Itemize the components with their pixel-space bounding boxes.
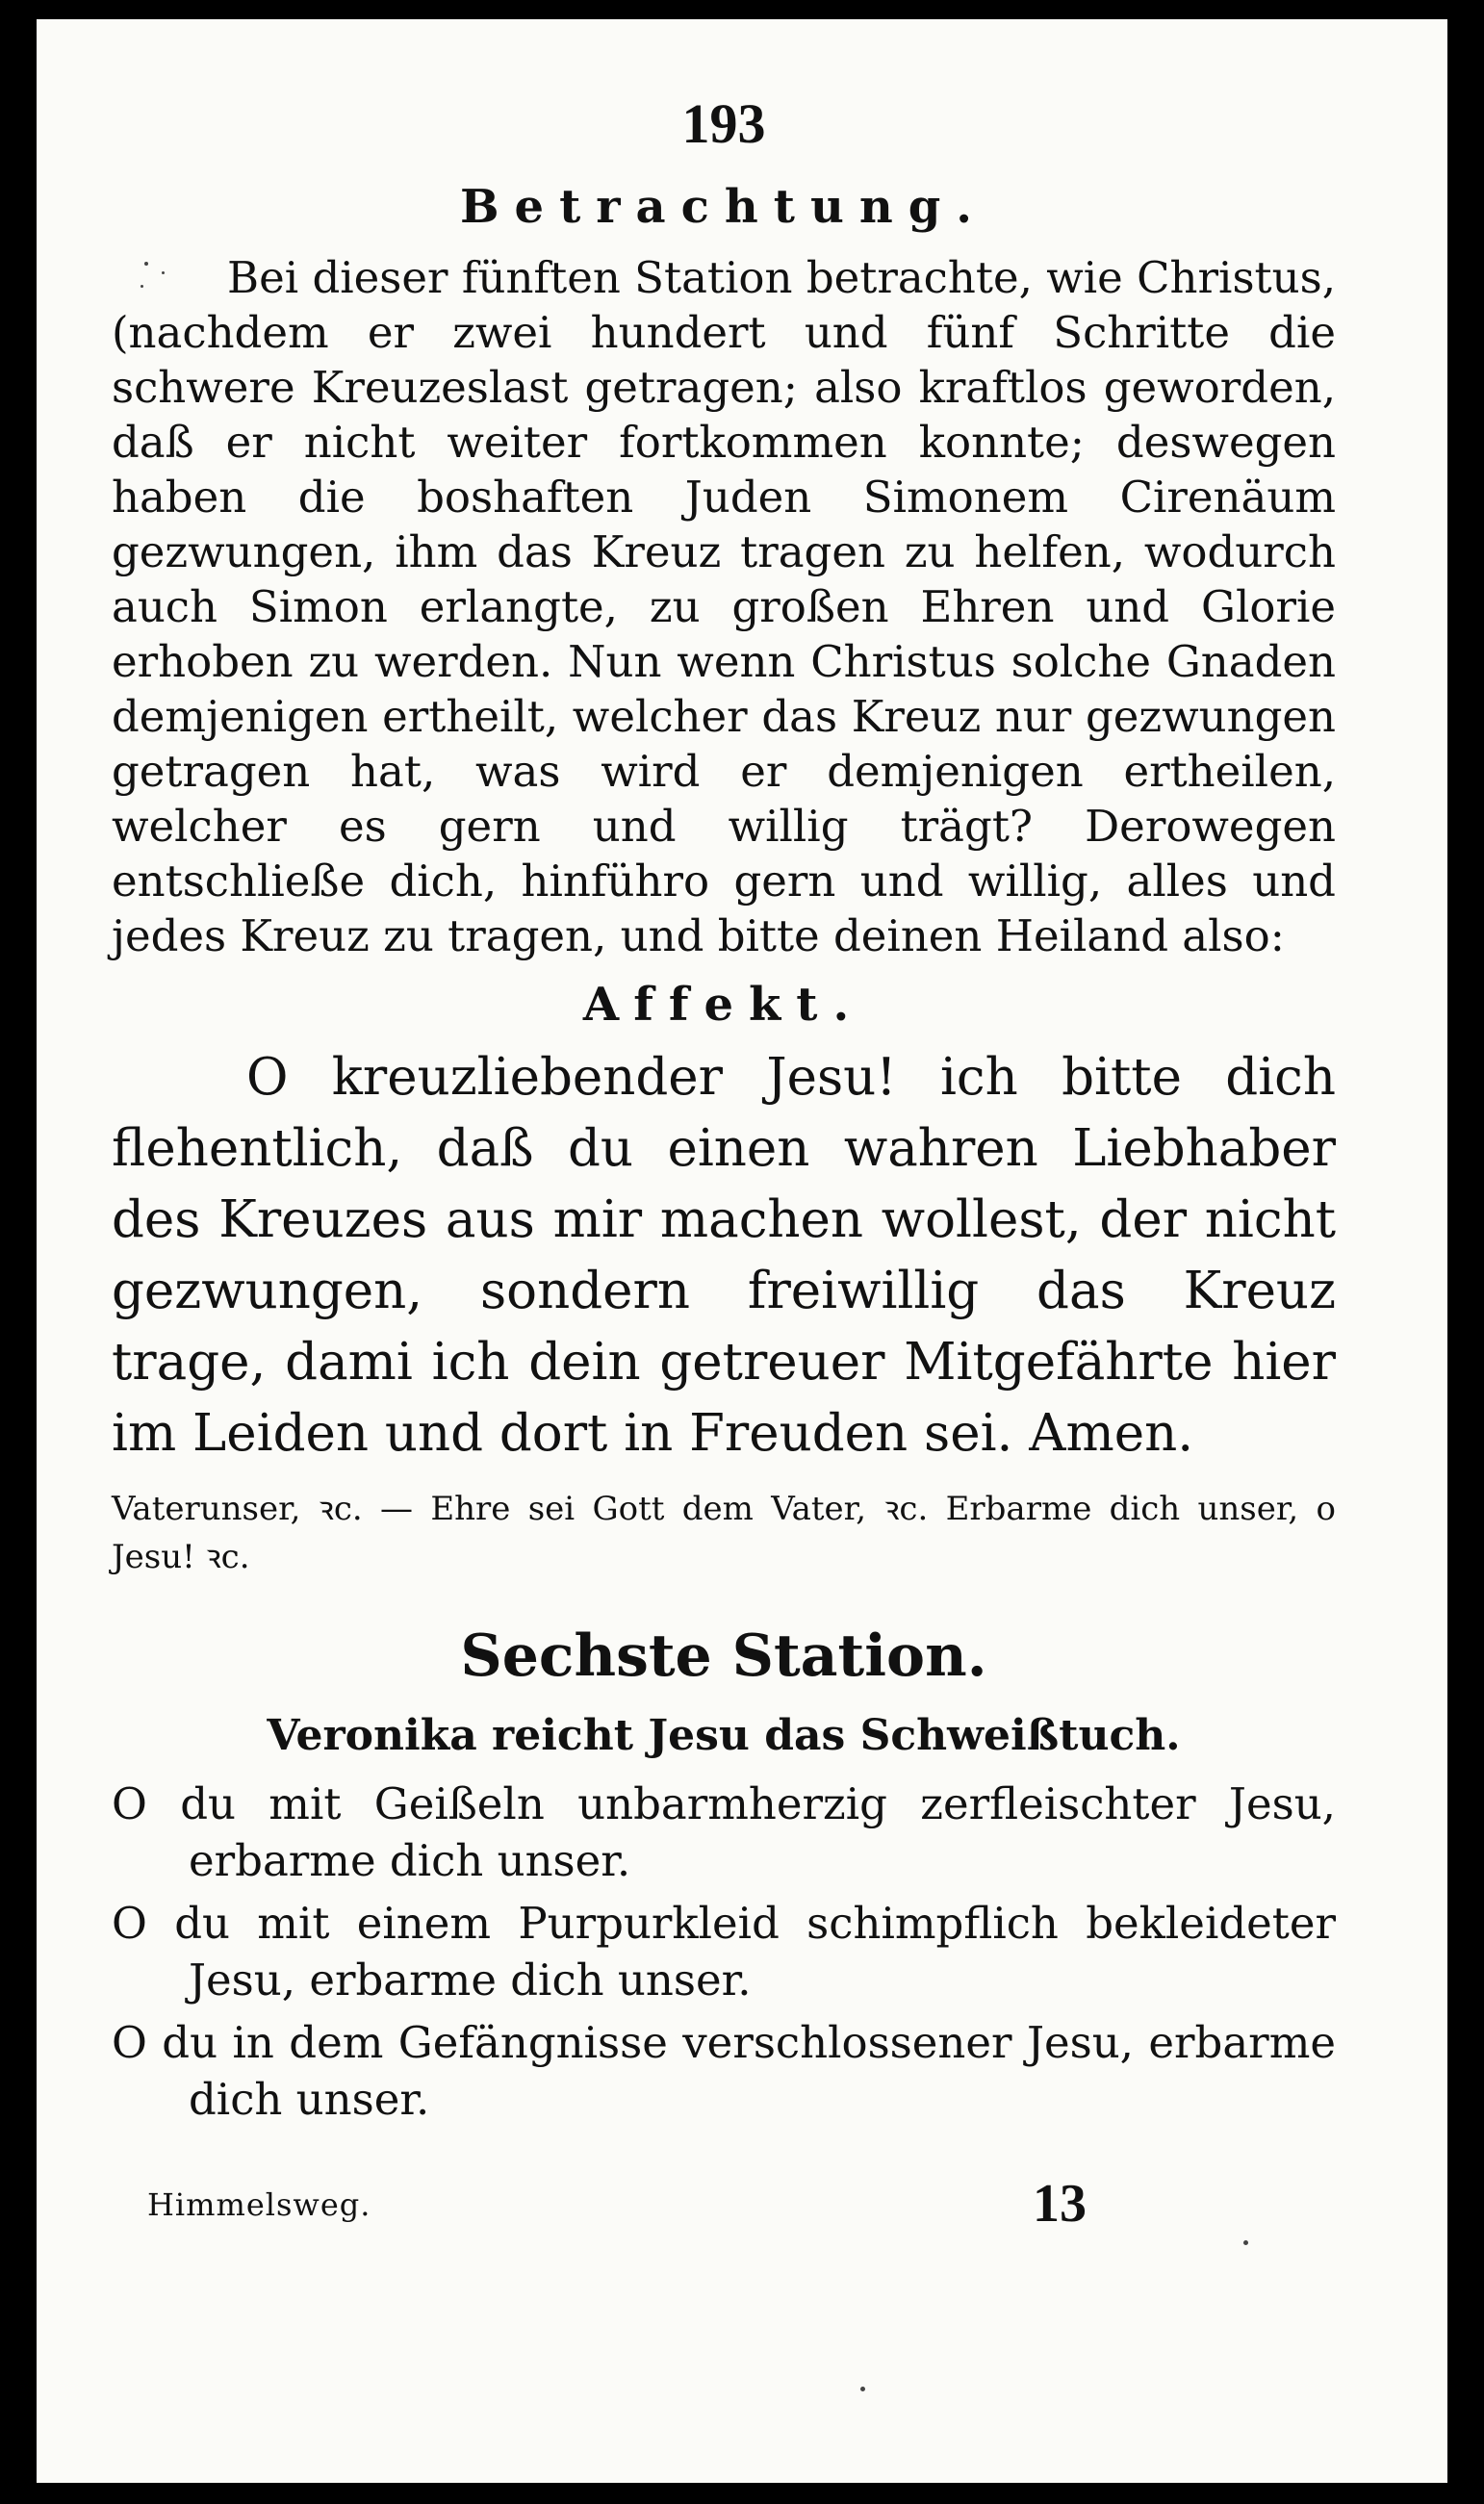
meditation-paragraph: Bei dieser fünften Station betrachte, wie Christus, (nachdem er zwei hundert und fünf Schritte die schwere Kreuzeslast getragen; also kraftlos geworden, daß er nicht weiter fortkommen konnte; deswegen haben die boshaften Juden Simonem Cirenäum gezwungen, ihm das Kreuz tragen zu helfen, wodurch auch Simon erlangte, zu großen Ehren und Glorie erhoben zu werden. Nun wenn Christus solche Gnaden demjenigen ertheilt, welcher das Kreuz nur gezwungen getragen hat, was wird er demjenigen ertheilen, welcher es gern und willig trägt? Derowegen entschließe dich, hinführo gern und willig, alles und jedes Kreuz zu tragen, und bitte deinen Heiland also: bbox=[112, 252, 1336, 961]
affect-heading: Affekt. bbox=[582, 978, 865, 1032]
page-number: 193 bbox=[681, 92, 766, 155]
prayer-note: Vaterunser, ꝛc. — Ehre sei Gott dem Vater, ꝛc. Erbarme dich unser, o Jesu! ꝛc. bbox=[112, 1490, 1336, 1576]
ink-speck bbox=[1243, 2240, 1248, 2245]
ink-speck bbox=[860, 2387, 865, 2391]
invocation-line: O du mit einem Purpurkleid schimpflich bekleideter Jesu, erbarme dich unser. bbox=[112, 1898, 1336, 2006]
signature-mark: Himmelsweg. bbox=[147, 2186, 371, 2223]
page-footer bbox=[147, 2173, 1110, 2240]
affect-paragraph: O kreuzliebender Jesu! ich bitte dich flehentlich, daß du einen wahren Liebhaber des Kreuzes aus mir machen wollest, der nicht gezwungen, sondern freiwillig das Kreuz trage, dami ich dein getreuer Mitgefährte hier im Leiden und dort in Freuden sei. Amen. bbox=[112, 1048, 1336, 1463]
page-content bbox=[112, 81, 1336, 2128]
station-subtitle: Veronika reicht Jesu das Schweißtuch. bbox=[267, 1711, 1181, 1760]
sheet-number: 13 bbox=[1033, 2174, 1087, 2234]
invocation-line: O du mit Geißeln unbarmherzig zerfleischter Jesu, erbarme dich unser. bbox=[112, 1778, 1336, 1886]
meditation-heading: Betrachtung. bbox=[459, 180, 988, 234]
station-title: Sechste Station. bbox=[460, 1622, 987, 1690]
invocation-line: O du in dem Gefängnisse verschlossener Jesu, erbarme dich unser. bbox=[112, 2017, 1336, 2125]
book-page bbox=[37, 19, 1447, 2483]
